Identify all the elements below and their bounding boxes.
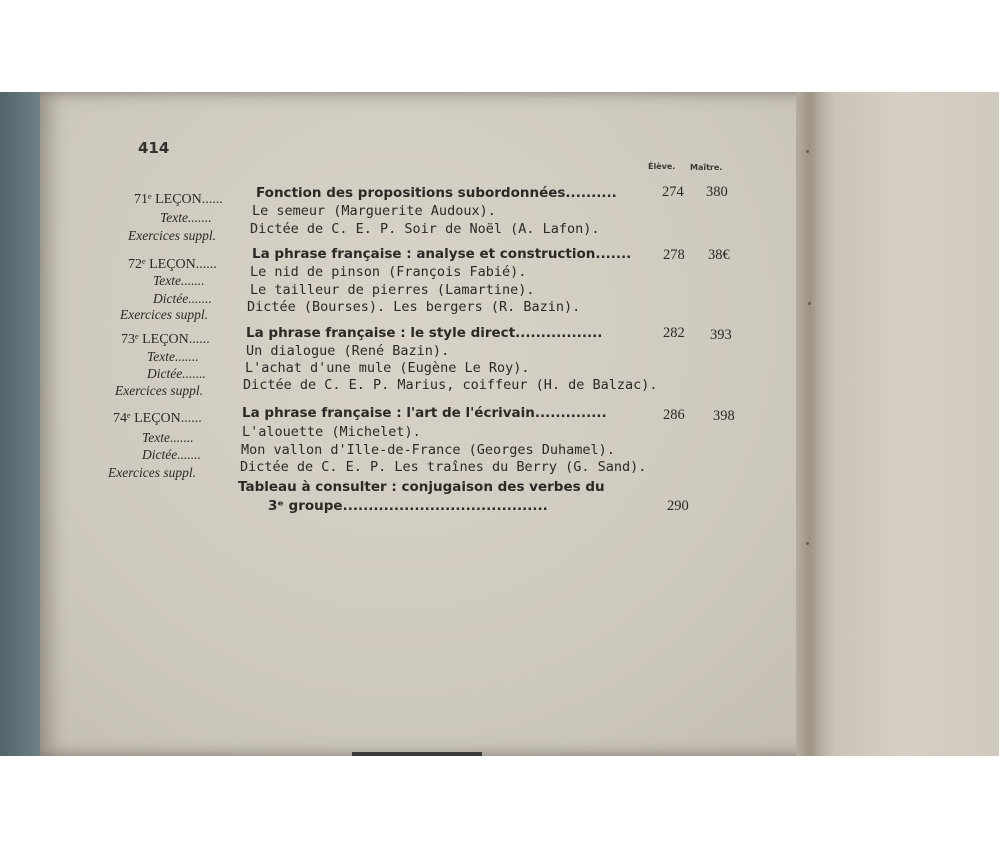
lesson-title: La phrase française : analyse et construction....... <box>252 246 632 262</box>
bottom-rule <box>352 752 482 756</box>
entry-content: L'alouette (Michelet). <box>242 424 421 440</box>
entry-content: Dictée (Bourses). Les bergers (R. Bazin). <box>247 299 581 315</box>
entry-content: L'achat d'une mule (Eugène Le Roy). <box>245 360 530 376</box>
entry-label: Texte....... <box>147 349 199 364</box>
entry-content: Dictée de C. E. P. Marius, coiffeur (H. de Balzac). <box>243 377 658 393</box>
entry-label: Texte....... <box>142 430 194 445</box>
column-header-eleve: Élève. <box>648 162 676 171</box>
lecon-label: 71ᵉ LEÇON...... <box>134 192 223 207</box>
entry-label: Dictée....... <box>153 291 212 306</box>
book-gutter <box>796 92 836 756</box>
entry-content: Le semeur (Marguerite Audoux). <box>252 203 496 219</box>
entry-content: Mon vallon d'Ille-de-France (Georges Duhamel). <box>241 442 615 458</box>
entry-label: Exercices suppl. <box>108 465 196 480</box>
lesson-title: Fonction des propositions subordonnées.......... <box>256 185 617 201</box>
entry-label: Dictée....... <box>147 366 206 381</box>
entry-content: Dictée de C. E. P. Les traînes du Berry (G. Sand). <box>240 459 647 475</box>
lesson-title: La phrase française : le style direct................. <box>246 325 603 341</box>
column-header-maitre: Maître. <box>690 163 723 172</box>
page-ref-maitre: 393 <box>710 327 732 343</box>
page-ref-eleve: 286 <box>663 407 685 423</box>
binding-stitch <box>806 150 809 153</box>
page-ref-eleve: 278 <box>663 247 685 263</box>
tableau-line-1: Tableau à consulter : conjugaison des verbes du <box>238 479 605 495</box>
entry-label: Texte....... <box>153 273 205 288</box>
lecon-label: 74ᵉ LEÇON...... <box>113 411 202 426</box>
page-ref-maitre: 38€ <box>708 247 730 263</box>
page-ref-maitre: 398 <box>713 408 735 424</box>
page-ref-eleve: 290 <box>667 498 689 514</box>
right-page <box>836 92 999 756</box>
entry-content: Un dialogue (René Bazin). <box>246 343 450 359</box>
binding-stitch <box>806 542 809 545</box>
binding-stitch <box>808 302 811 305</box>
lecon-label: 73ᵉ LEÇON...... <box>121 332 210 347</box>
entry-label: Exercices suppl. <box>128 228 216 243</box>
page-ref-eleve: 282 <box>663 325 685 341</box>
entry-label: Exercices suppl. <box>120 307 208 322</box>
tableau-line-2: 3ᵉ groupe........................................ <box>268 498 548 514</box>
lesson-title: La phrase française : l'art de l'écrivain.............. <box>242 405 607 421</box>
entry-label: Dictée....... <box>142 447 201 462</box>
lecon-label: 72ᵉ LEÇON...... <box>128 257 217 272</box>
page-ref-maitre: 380 <box>706 184 728 200</box>
entry-label: Exercices suppl. <box>115 383 203 398</box>
page-number: 414 <box>138 139 170 157</box>
entry-label: Texte....... <box>160 210 212 225</box>
page-ref-eleve: 274 <box>662 184 684 200</box>
entry-content: Dictée de C. E. P. Soir de Noël (A. Lafon). <box>250 221 600 237</box>
entry-content: Le nid de pinson (François Fabié). <box>250 264 527 280</box>
entry-content: Le tailleur de pierres (Lamartine). <box>250 282 535 298</box>
